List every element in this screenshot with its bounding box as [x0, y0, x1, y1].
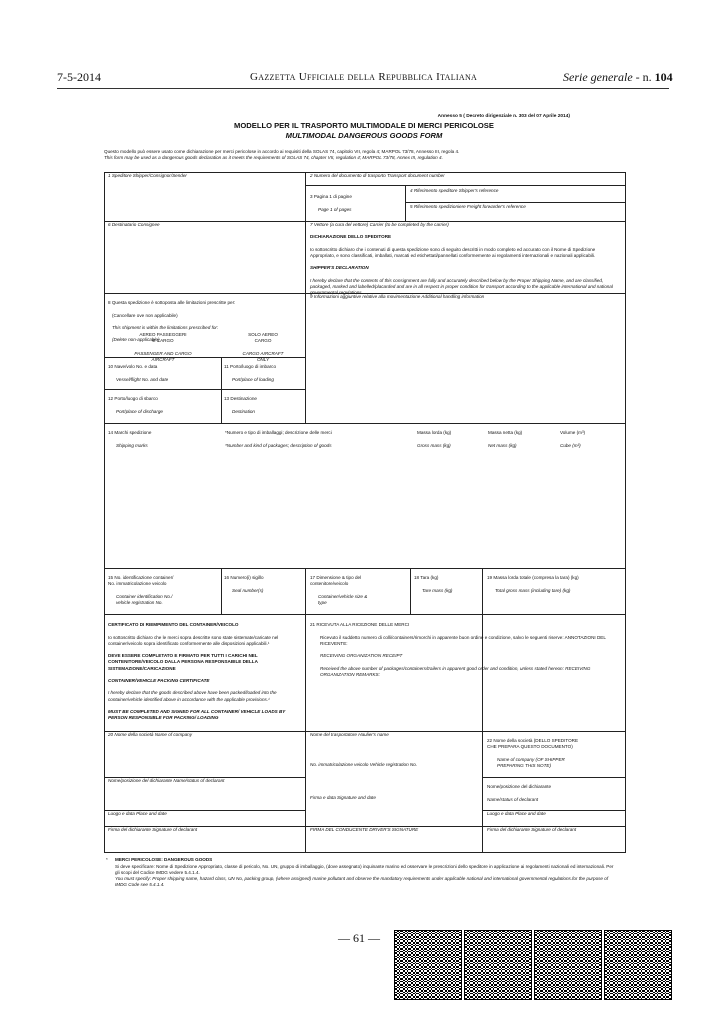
box-17-label-it: 17 Dimensione & tipo del contenitore/veicolo [310, 575, 362, 587]
form-grid-line [305, 221, 306, 423]
volume-label-it: Volume (m³) [560, 430, 586, 436]
form-grid-line [305, 185, 625, 186]
certificate-must-en: MUST BE COMPLETED AND SIGNED FOR ALL CONTAINER/ VEHICLE LOADS BY PERSON RESPONSIBLE FOR PACKING/ LOADING [108, 709, 286, 721]
volume-header [560, 424, 585, 455]
box-18-label-it: 18 Tara (kg) [414, 575, 439, 581]
form-grid-line [405, 185, 406, 221]
box-22-label-it: 22 Nome della società (DELLO SPEDITORE CHE PREPARA QUESTO DOCUMENTO) [487, 738, 579, 750]
declarant-name-left[interactable]: Nome/posizione del dichiarante Name/status of declarant [108, 778, 225, 783]
option-passenger-en: PASSENGER AND CARGO AIRCRAFT [134, 350, 192, 363]
box-4-shipper-ref[interactable]: 4 Riferimento speditore Shipper's reference [410, 188, 499, 193]
goods-description-header [225, 424, 332, 455]
box-11-label-it: 11 Porto/luogo di imbarco [224, 364, 277, 370]
box-3-label-en: Page 1 of pages [318, 206, 352, 212]
packing-certificate [108, 616, 300, 728]
certificate-text-en: I hereby declare that the goods described above have been packed/loaded into the container/vehicle identified above in accordance with the applicable provisions.¹ [108, 690, 277, 702]
box-10-vessel[interactable] [108, 358, 168, 389]
qr-code-3 [534, 930, 602, 1000]
header-date: 7-5-2014 [57, 70, 101, 84]
journal-title: Gazzetta Ufficiale della Repubblica Italiana [250, 71, 478, 83]
page-number: — 61 — [338, 931, 380, 945]
signature-date-mid[interactable]: Firma e data Signature and date [310, 795, 376, 800]
box-21-title: 21 RICEVUTA ALLA RICEZIONE DELLE MERCI [310, 622, 410, 628]
box-9-handling-info[interactable]: 9 Informazioni aggiuntive relative alla movimentazione Additional handling information [310, 294, 485, 299]
gross-label-en: Gross mass (kg) [417, 442, 451, 448]
form-grid-line [482, 731, 483, 852]
box-19-label-it: 19 Massa lorda totale (compresa la tara) (kg) [487, 575, 579, 581]
dangerous-goods-form [104, 172, 626, 853]
option-passenger-it: AEREO PASSEGGERI E CARGO [139, 332, 187, 344]
box-3-label-it: 3 Pagina 1 di pagine [310, 194, 352, 200]
net-label-it: Massa netta (kg) [488, 430, 523, 436]
gross-mass-header [417, 424, 451, 455]
box-22-company-name[interactable] [487, 732, 578, 775]
box-12-label-en: Port/place of discharge [116, 408, 163, 414]
annex-label: Annesso 5 ( Decreto dirigenziale n. 303 del 07 Aprile 2014) [437, 114, 570, 119]
declaration-text-it: Io sottoscritto dichiaro che i contenuti di questa spedizione sono di seguito descritti in modo completo ed accurato con il Nome di Spedizione Appropriato, e sono classificati, imballati, marcati ed etichettati/pannellati conformemente ai regolamenti internazionali e nazionali applicabili. [310, 246, 596, 258]
vehicle-registration[interactable]: No. immatricolazione veicolo Vehicle registration No. [310, 762, 418, 767]
goods-label-en: *Number and kind of packages; description of goods [225, 442, 332, 448]
box-21-receipt-en: RECEIVING ORGANIZATION RECEIPT [320, 653, 403, 659]
form-grid-line [405, 202, 625, 203]
net-mass-header [488, 424, 522, 455]
declarant-name-right[interactable] [487, 778, 551, 809]
box-3-page[interactable] [310, 188, 352, 219]
box-12-port-discharge[interactable] [108, 390, 163, 421]
box-21-text-en: Received the above number of packages/containers/trailers in apparent good order and condition, unless stated hereon: RECEIVING ORGANIZATION REMARKS: [320, 665, 591, 677]
footnote-text-it: Si deve specificare: Nome di Spedizione Appropriato, classe di pericolo, No. UN, gruppo di imballaggio, (dove assegnato) inquinante marino ed osservare le prescrizioni dello speditore in applicazione ai regolamenti nazionali ed internazionali. Per gli scopi del Codice IMDG vedere 5.4.1.4. [115, 864, 614, 876]
form-title-it: MODELLO PER IL TRASPORTO MULTIMODALE DI MERCI PERICOLOSE [234, 121, 494, 130]
box-22-label-en: Name of company (OF SHIPPER PREPARING THIS NOTE) [497, 756, 565, 769]
box-19-total-gross-mass[interactable] [487, 569, 579, 600]
box-20-company-name[interactable]: 20 Nome della società Name of company [108, 732, 193, 737]
box-13-destination[interactable] [224, 390, 257, 421]
box-18-tare-mass[interactable] [414, 569, 452, 600]
box-19-label-en: Total gross mass (including tare) (kg) [495, 587, 571, 593]
place-date-left[interactable]: Luogo e data Place and date [108, 811, 167, 816]
box-18-label-en: Tare mass (kg) [422, 587, 453, 593]
form-grid-line [105, 423, 625, 424]
option-cargo-it: SOLO AEREO CARGO [248, 332, 278, 344]
box-16-seal-numbers[interactable] [224, 569, 264, 600]
declaration-text-en: I hereby declare that the contents of this consignment are fully and accurately described below by the Proper Shipping Name, and are classified, packaged, marked and labelled/placarded and are in all respect in proper condition for transport according to the applicable international and national governmental regulations. [310, 277, 613, 296]
box-21-receipt [310, 616, 615, 684]
box-17-label-en: Container/vehicle size & type [318, 593, 368, 606]
box-15-container-id[interactable] [108, 569, 173, 612]
form-title-en: MULTIMODAL DANGEROUS GOODS FORM [285, 131, 443, 140]
box-14-label-en: Shipping marks [116, 442, 148, 448]
box-8-note-en: (Delete non-applicable) [112, 337, 160, 343]
box-12-label-it: 12 Porto/luogo di sbarco [108, 396, 158, 402]
box-21-text-it: Ricevuto il suddetto numero di colli/containers/rimorchi in apparente buon ordine e condizione, salvo le seguenti riserve: ANNOTAZIONI DEL RICEVENTE: [320, 634, 606, 646]
net-label-en: Net mass (kg) [488, 442, 517, 448]
box-16-label-it: 16 Numero(i) sigillo [224, 575, 264, 581]
footnote-text-en: You must specify: Proper shipping name, hazard class, UN No, packing group, (where assigned) marine pollutant and observe the mandatory requirements under applicable national and international governmental regulations.for the purpose of IMDG Code see 5.4.1.4. [115, 876, 609, 888]
driver-signature[interactable]: FIRMA DEL CONDUCENTE DRIVER'S SIGNATURE [310, 827, 419, 832]
box-6-consignee[interactable]: 6 Destinatario Consignee [108, 222, 160, 227]
form-grid-line [305, 731, 306, 852]
certificate-title-en: CONTAINER/VEHICLE PACKING CERTIFICATE [108, 678, 210, 684]
box-8-note-it: (Cancellare ove non applicabile) [112, 312, 178, 318]
goods-label-it: *Numero e tipo di imballaggi; descrizione delle merci [225, 430, 332, 436]
box-8-label-en: This shipment is within the limitations prescribed for: [112, 325, 219, 331]
box-11-port-loading[interactable] [224, 358, 276, 389]
shipper-declaration [310, 228, 620, 302]
declarant-right-it: Nome/posizione del dichiarante [487, 784, 552, 790]
form-grid-line [305, 568, 306, 731]
footnote-marker: * [106, 857, 108, 862]
intro-en: This form may be used as a dangerous goods declaration as it meets the requirements of SOLAS 74, chapter VII, regulation 4; MARPOL 73/78, Annex III, regulation 4. [104, 155, 443, 160]
haulier-name[interactable]: Nome del trasportatore Haulier's name [310, 732, 389, 737]
box-13-label-en: Destination [232, 408, 255, 414]
volume-label-en: Cube (m³) [560, 442, 581, 448]
form-grid-line [410, 568, 411, 614]
box-11-label-en: Port/place of loading [232, 376, 274, 382]
box-14-label-it: 14 Marchi spedizione [108, 430, 152, 436]
qr-code-4 [604, 930, 672, 1000]
declaration-title-it: DICHIARAZIONE DELLO SPEDITORE [310, 234, 392, 240]
signature-declarant-left[interactable]: Firma del dichiarante Signature of declarant [108, 827, 198, 832]
box-2-transport-doc[interactable]: 2 Numero del documento di trasporto Transport document number [310, 173, 445, 178]
form-grid-line [221, 568, 222, 614]
header-divider [57, 88, 669, 89]
box-10-label-it: 10 Nave/volo No. e data [108, 364, 158, 370]
issue-number: 104 [654, 70, 673, 84]
box-10-label-en: Vessel/flight No. and date [116, 376, 169, 382]
place-date-right[interactable]: Luogo e data Place and date [487, 811, 546, 816]
certificate-text-it: Io sottoscritto dichiaro che le merci sopra descritte sono state sistemate/caricate nel container/veicolo sopra identificato conformemente alle disposizioni applicabili.¹ [108, 634, 279, 646]
series-label: Serie generale [563, 70, 633, 84]
declaration-title-en: SHIPPER'S DECLARATION [310, 265, 369, 271]
box-5-forwarder-ref[interactable]: 5 Riferimento spedizioniere Freight forwarder's reference [410, 204, 526, 209]
box-1-shipper[interactable]: 1 Speditore Shipper/Consignor/Sender [108, 173, 187, 178]
box-8-label-it: 8 Questa spedizione è sottoposta alle limitazioni prescritte per: [108, 300, 236, 306]
option-cargo-en: CARGO AIRCRAFT ONLY [242, 350, 284, 363]
certificate-title-it: CERTIFICATO DI RIEMPIMENTO DEL CONTAINER/VEICOLO [108, 622, 239, 628]
box-17-container-size[interactable] [310, 569, 367, 612]
form-grid-line [105, 614, 625, 615]
box-15-label-it: 15 No. identificazione container/ No. immatricolazione veicolo [108, 575, 174, 587]
declarant-right-en: Name/status of declarant [487, 796, 539, 802]
qr-code-1 [394, 930, 462, 1000]
box-7-carrier[interactable]: 7 Vettore (a cura del vettore) Carrier (to be completed by the carrier) [310, 222, 449, 227]
series-info [563, 70, 673, 85]
form-grid-line [305, 173, 306, 221]
box-13-label-it: 13 Destinazione [224, 396, 257, 402]
signature-declarant-right[interactable]: Firma del dichiarante Signature of declarant [487, 827, 577, 832]
qr-code-2 [464, 930, 532, 1000]
box-15-label-en: Container identification No./ vehicle registration No. [116, 593, 173, 606]
footnote-title: MERCI PERICOLOSE: DANGEROUS GOODS [115, 857, 213, 862]
number-prefix: - n. [635, 70, 652, 84]
box-16-label-en: Seal number(s) [232, 587, 264, 593]
intro-it: Questo modello può essere usato come dichiarazione per merci pericolose in accordo ai requisiti della SOLAS 74, capitolo VII, regola 4; MARPOL 73/78, Annesso III, regola 4. [104, 149, 460, 154]
box-14-shipping-marks[interactable] [108, 424, 151, 455]
certificate-must-it: DEVE ESSERE COMPLETATO E FIRMATO PER TUTTI I CARICHI NEL CONTENITORE/VEICOLO DALLA PERSONA RESPONSABILE DELLA SISTEMAZIONE/CARICAZIONE [108, 653, 258, 671]
gross-label-it: Massa lorda (kg) [417, 430, 452, 436]
